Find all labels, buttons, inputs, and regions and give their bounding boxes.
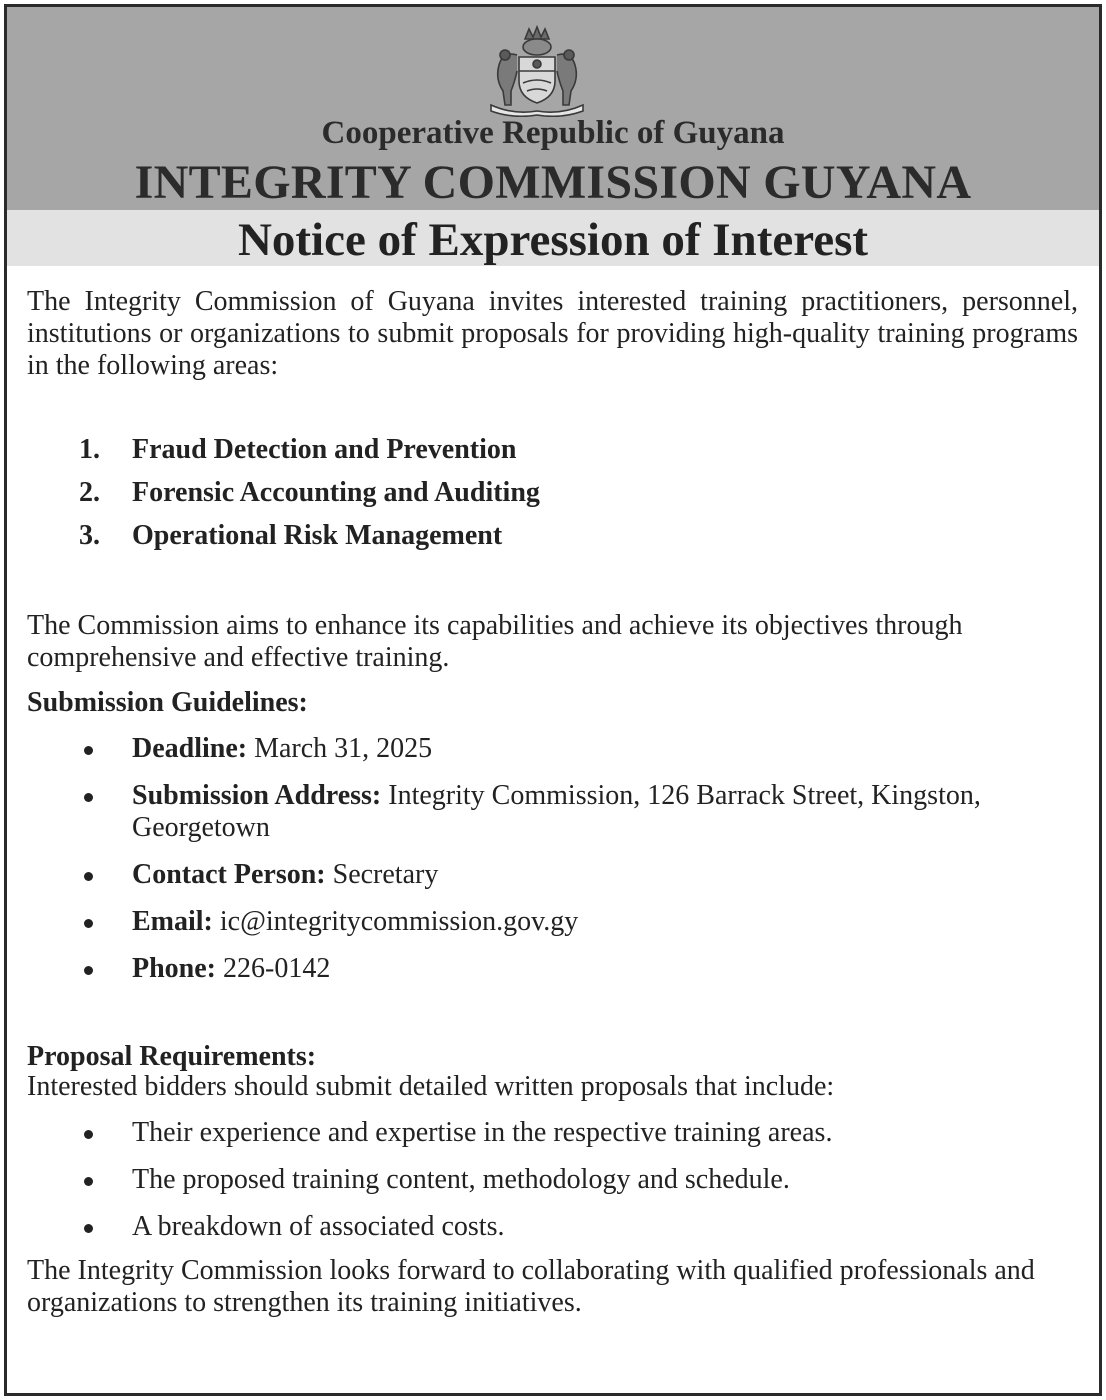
page-title: Notice of Expression of Interest	[237, 214, 869, 266]
closing-paragraph: The Integrity Commission looks forward to collaborating with qualified professionals and organizations to strengthen its training initiatives.	[27, 1255, 1035, 1318]
item-label: Phone:	[132, 953, 216, 984]
proposal-intro: Interested bidders should submit detailed written proposals that include:	[27, 1071, 835, 1102]
training-areas-list	[27, 434, 1067, 563]
requirement-text: The proposed training content, methodology and schedule.	[132, 1164, 790, 1195]
item-label: Submission Address:	[132, 780, 382, 811]
item-label: Email:	[132, 906, 213, 937]
requirement-text: A breakdown of associated costs.	[132, 1211, 505, 1242]
training-area: Forensic Accounting and Auditing	[132, 477, 540, 508]
bullet-icon	[84, 1130, 93, 1139]
list-item	[27, 733, 1067, 765]
item-label: Contact Person:	[132, 859, 326, 890]
list-item	[27, 434, 1067, 477]
deadline-value: March 31, 2025	[254, 733, 433, 764]
intro-paragraph: The Integrity Commission of Guyana invites interested training practitioners, personnel, institutions or organizations to submit proposals for providing high-quality training programs in the following areas:	[27, 286, 1078, 381]
country-name: Cooperative Republic of Guyana	[321, 115, 785, 151]
list-number: 2.	[79, 477, 100, 508]
list-item	[27, 1211, 1067, 1243]
notice-body	[7, 7, 1099, 1393]
bullet-icon	[84, 966, 93, 975]
list-number: 3.	[79, 520, 100, 551]
list-item	[27, 953, 1067, 985]
training-area: Fraud Detection and Prevention	[132, 434, 517, 465]
aims-paragraph: The Commission aims to enhance its capabilities and achieve its objectives through comprehensive and effective training.	[27, 610, 963, 673]
list-item	[27, 1164, 1067, 1196]
list-item	[27, 477, 1067, 520]
list-item	[27, 906, 1067, 938]
organization-name: INTEGRITY COMMISSION GUYANA	[134, 156, 972, 209]
submission-guidelines-list	[27, 733, 1067, 1000]
list-item	[27, 859, 1067, 891]
proposal-requirements-list	[27, 1117, 1067, 1258]
bullet-icon	[84, 1177, 93, 1186]
requirement-text: Their experience and expertise in the respective training areas.	[132, 1117, 833, 1148]
bullet-icon	[84, 872, 93, 881]
phone-value: 226-0142	[223, 953, 331, 984]
proposal-heading: Proposal Requirements:	[27, 1041, 317, 1072]
email-value: ic@integritycommission.gov.gy	[219, 906, 579, 937]
item-label: Deadline:	[132, 733, 248, 764]
list-number: 1.	[79, 434, 100, 465]
address-value: Integrity Commission, 126 Barrack Street, Kingston, Georgetown	[132, 780, 981, 843]
notice-frame	[4, 4, 1102, 1396]
bullet-icon	[84, 1224, 93, 1233]
bullet-icon	[84, 793, 93, 802]
contact-value: Secretary	[332, 859, 439, 890]
training-area: Operational Risk Management	[132, 520, 503, 551]
list-item	[27, 780, 1067, 844]
submission-heading: Submission Guidelines:	[27, 687, 308, 718]
list-item	[27, 520, 1067, 563]
list-item	[27, 1117, 1067, 1149]
bullet-icon	[84, 919, 93, 928]
bullet-icon	[84, 746, 93, 755]
